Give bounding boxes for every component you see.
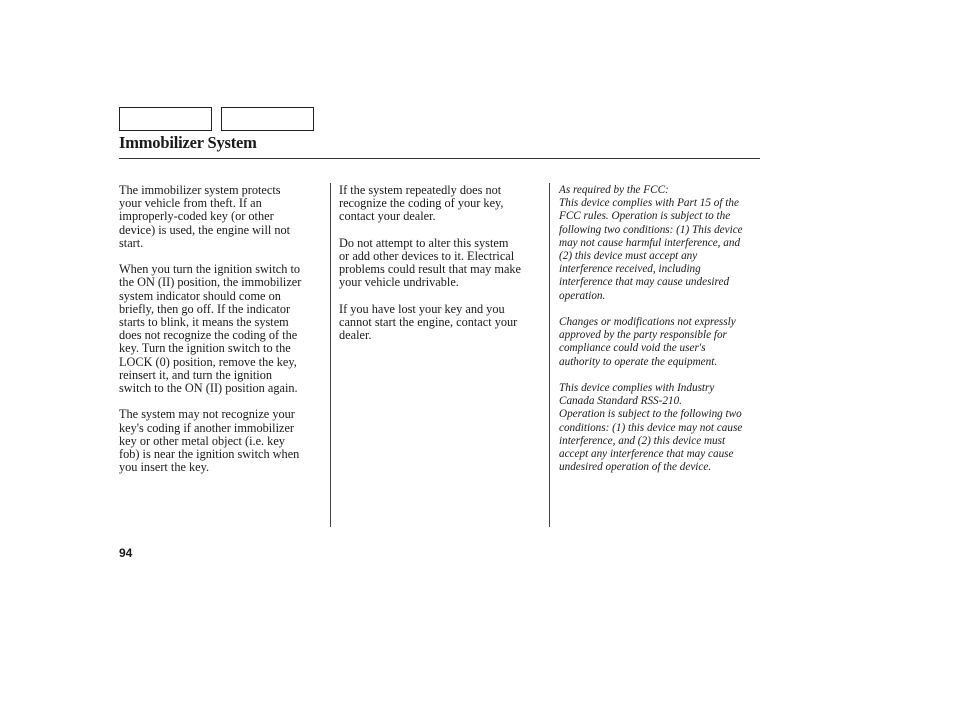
- paragraph: [119, 184, 323, 250]
- paragraph: [559, 382, 763, 474]
- text-line: key. Turn the ignition switch to the: [119, 341, 291, 356]
- text-line: approved by the party responsible for: [559, 329, 727, 342]
- text-line: device) is used, the engine will not: [119, 222, 291, 237]
- text-line: you insert the key.: [119, 460, 210, 475]
- header-tab-box-2: [221, 107, 314, 131]
- text-line: key's coding if another immobilizer: [119, 420, 295, 435]
- text-line: contact your dealer.: [339, 209, 436, 224]
- paragraph: [559, 316, 763, 369]
- text-line: key or other metal object (i.e. key: [119, 433, 285, 448]
- text-line: If the system repeatedly does not: [339, 183, 502, 197]
- paragraph: [339, 303, 543, 343]
- text-line: system indicator should come on: [119, 288, 281, 303]
- text-line: (2) this device must accept any: [559, 250, 698, 263]
- text-line: briefly, then go off. If the indicator: [119, 301, 291, 316]
- text-line: This device complies with Part 15 of the: [559, 197, 739, 210]
- text-line: or add other devices to it. Electrical: [339, 249, 515, 263]
- text-line: The system may not recognize your: [119, 407, 295, 422]
- text-line: Changes or modifications not expressly: [559, 316, 736, 329]
- fcc-notice-column: [559, 184, 763, 488]
- text-line: Do not attempt to alter this system: [339, 235, 509, 250]
- text-line: The immobilizer system protects: [119, 183, 281, 197]
- page-number: 94: [119, 546, 133, 560]
- text-line: authority to operate the equipment.: [559, 355, 718, 368]
- page-title: Immobilizer System: [119, 133, 257, 152]
- text-line: accept any interference that may cause: [559, 448, 734, 461]
- text-column-1: [119, 184, 323, 488]
- text-line: conditions: (1) this device may not cause: [559, 421, 743, 434]
- text-line: interference, and (2) this device must: [559, 434, 726, 447]
- text-line: problems could result that may make: [339, 262, 522, 277]
- text-line: does not recognize the coding of the: [119, 328, 298, 343]
- text-line: Canada Standard RSS-210.: [559, 395, 682, 408]
- text-line: reinsert it, and turn the ignition: [119, 367, 272, 382]
- paragraph: [119, 263, 323, 395]
- text-line: may not cause harmful interference, and: [559, 236, 741, 249]
- column-divider-2: [549, 183, 550, 527]
- paragraph: [119, 408, 323, 474]
- text-line: your vehicle undrivable.: [339, 275, 459, 290]
- text-line: cannot start the engine, contact your: [339, 315, 518, 329]
- text-line: starts to blink, it means the system: [119, 315, 289, 330]
- text-line: following two conditions: (1) This device: [559, 223, 743, 236]
- text-line: If you have lost your key and you: [339, 301, 505, 316]
- text-line: undesired operation of the device.: [559, 461, 712, 474]
- text-line: dealer.: [339, 328, 372, 343]
- text-line: switch to the ON (II) position again.: [119, 381, 298, 396]
- text-line: This device complies with Industry: [559, 382, 715, 395]
- text-line: improperly-coded key (or other: [119, 209, 274, 224]
- text-line: Operation is subject to the following two: [559, 408, 742, 421]
- text-line: start.: [119, 235, 144, 250]
- text-column-2: [339, 184, 543, 356]
- text-line: FCC rules. Operation is subject to the: [559, 210, 731, 223]
- column-divider-1: [330, 183, 331, 527]
- text-line: the ON (II) position, the immobilizer: [119, 275, 302, 290]
- paragraph: [559, 184, 763, 303]
- text-line: LOCK (0) position, remove the key,: [119, 354, 297, 369]
- text-line: interference received, including: [559, 263, 701, 276]
- text-line: your vehicle from theft. If an: [119, 196, 262, 211]
- text-line: operation.: [559, 289, 606, 302]
- header-tab-box-1: [119, 107, 212, 131]
- text-line: fob) is near the ignition switch when: [119, 447, 300, 462]
- text-line: interference that may cause undesired: [559, 276, 730, 289]
- text-line: recognize the coding of your key,: [339, 196, 504, 211]
- text-line: As required by the FCC:: [559, 184, 669, 196]
- paragraph: [339, 237, 543, 290]
- text-line: compliance could void the user's: [559, 342, 706, 355]
- paragraph: [339, 184, 543, 224]
- text-line: When you turn the ignition switch to: [119, 262, 301, 277]
- title-divider: [119, 158, 760, 159]
